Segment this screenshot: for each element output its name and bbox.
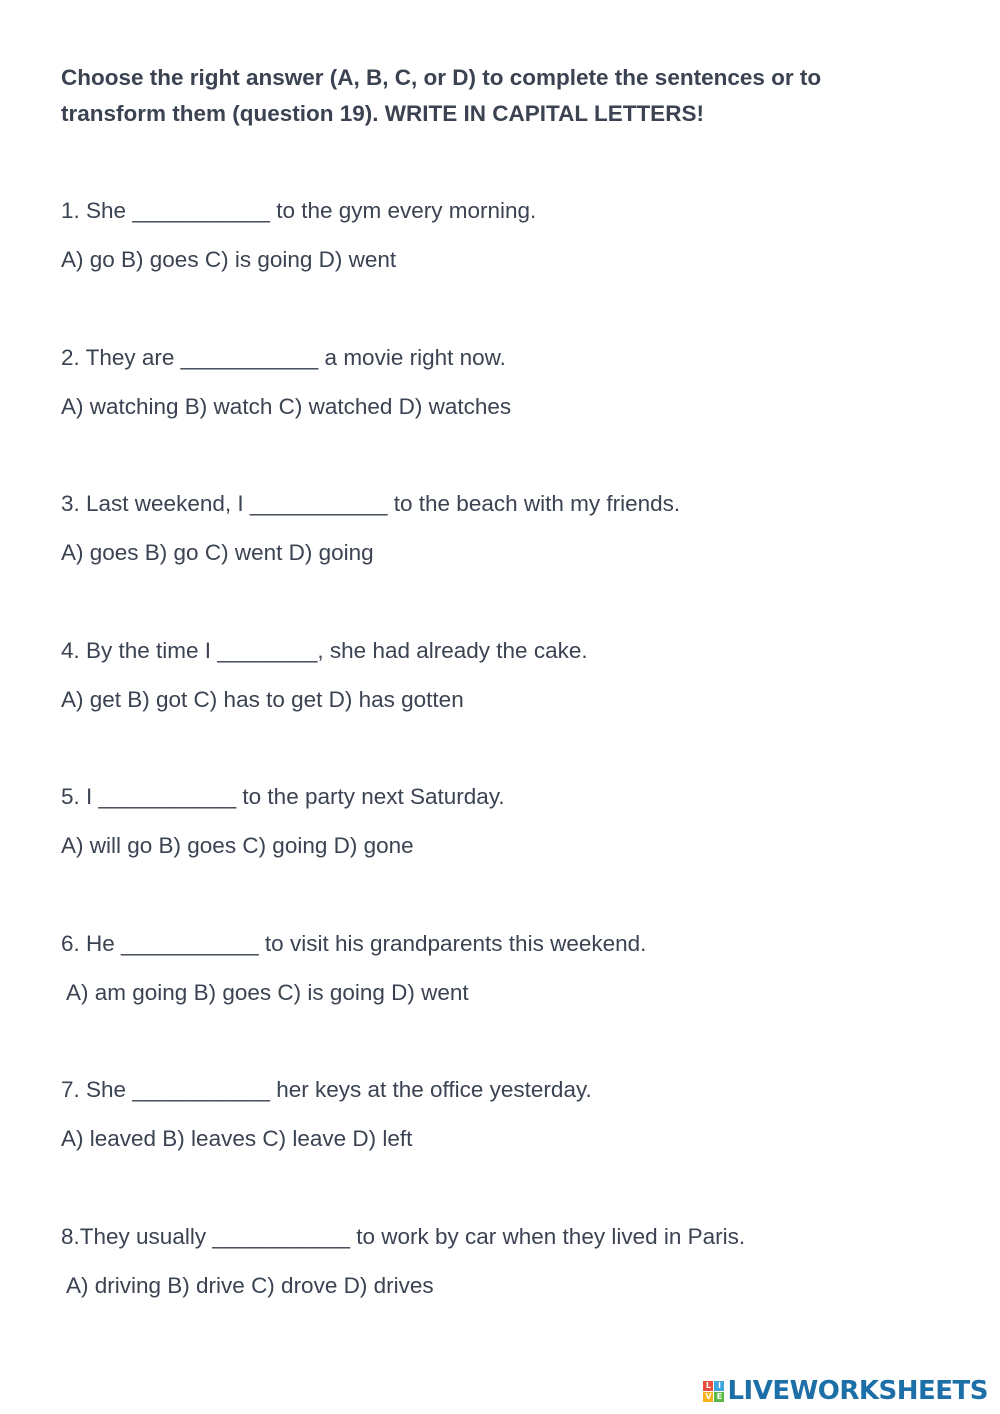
liveworksheets-logo-icon [703,1381,724,1402]
liveworksheets-brand [703,1376,988,1406]
question-options: A) go B) goes C) is going D) went [61,247,397,272]
question-4 [61,636,961,715]
question-options: A) get B) got C) has to get D) has gotten [61,687,464,712]
question-stem: 3. Last weekend, I ___________ to the beach with my friends. [61,491,681,516]
instructions-heading: Choose the right answer (A, B, C, or D) to complete the sentences or to transform them (question 19). WRITE IN CAPITAL LETTERS! [61,65,822,126]
question-3 [61,489,961,568]
question-stem: 6. He ___________ to visit his grandparents this weekend. [61,931,647,956]
question-stem: 2. They are ___________ a movie right now. [61,345,506,370]
question-options: A) driving B) drive C) drove D) drives [61,1273,434,1298]
logo-letter: V [705,1391,712,1401]
question-stem: 5. I ___________ to the party next Saturday. [61,784,505,809]
question-stem: 8.They usually ___________ to work by car when they lived in Paris. [61,1224,746,1249]
question-1 [61,196,961,275]
question-options: A) am going B) goes C) is going D) went [61,980,469,1005]
question-options: A) watching B) watch C) watched D) watches [61,394,512,419]
question-6 [61,929,961,1008]
brand-wordmark: LIVEWORKSHEETS [727,1376,988,1406]
question-options: A) goes B) go C) went D) going [61,540,374,565]
question-stem: 1. She ___________ to the gym every morning. [61,198,537,223]
question-7 [61,1075,961,1154]
logo-letter: I [714,1381,724,1391]
logo-letter: L [703,1381,713,1391]
question-8 [61,1222,961,1301]
question-stem: 7. She ___________ her keys at the office yesterday. [61,1077,592,1102]
question-5 [61,782,961,861]
logo-letter: E [714,1392,724,1402]
question-options: A) will go B) goes C) going D) gone [61,833,414,858]
question-stem: 4. By the time I ________, she had already the cake. [61,638,588,663]
question-options: A) leaved B) leaves C) leave D) left [61,1126,413,1151]
question-2 [61,343,961,422]
